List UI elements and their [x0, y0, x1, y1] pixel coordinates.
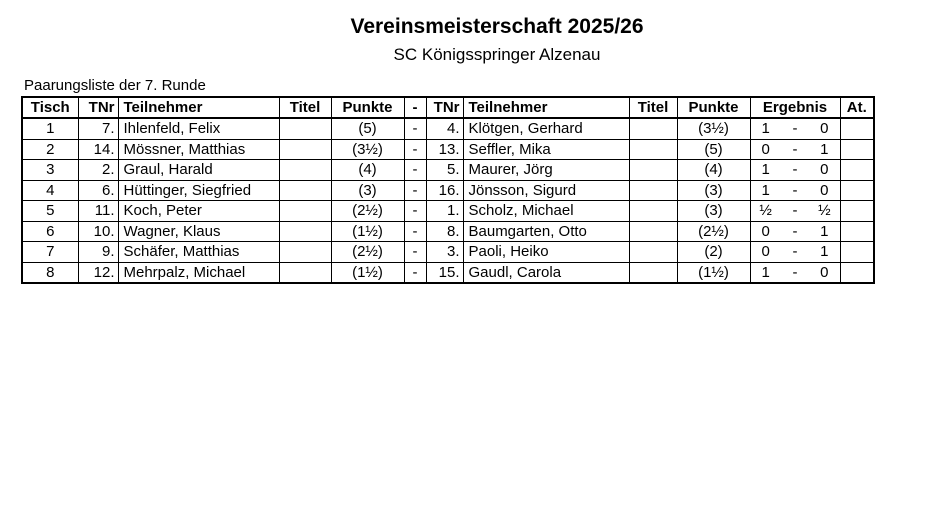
cell-punkte2: (3½) [677, 118, 750, 139]
cell-tisch: 3 [22, 160, 78, 181]
cell-titel2 [629, 221, 677, 242]
cell-titel2 [629, 118, 677, 139]
cell-punkte2: (1½) [677, 262, 750, 283]
result-dash: - [792, 202, 798, 219]
pairing-row [22, 118, 874, 139]
cell-punkte2: (2½) [677, 221, 750, 242]
cell-at [840, 180, 874, 201]
cell-name1: Mössner, Matthias [118, 139, 279, 160]
cell-name1: Hüttinger, Siegfried [118, 180, 279, 201]
cell-tisch: 8 [22, 262, 78, 283]
table-body [22, 118, 874, 283]
cell-sep: - [404, 262, 426, 283]
cell-titel2 [629, 139, 677, 160]
cell-punkte1: (5) [331, 118, 404, 139]
cell-punkte2: (3) [677, 180, 750, 201]
cell-ergebnis [750, 160, 840, 181]
cell-tnr2: 13. [426, 139, 463, 160]
result-black-score: 0 [820, 161, 829, 178]
cell-ergebnis [750, 118, 840, 139]
cell-titel1 [279, 180, 331, 201]
cell-tnr1: 12. [78, 262, 118, 283]
cell-punkte2: (2) [677, 242, 750, 263]
cell-name2: Jönsson, Sigurd [463, 180, 629, 201]
cell-tnr1: 7. [78, 118, 118, 139]
document-header [64, 14, 930, 65]
result-black-score: 0 [820, 181, 829, 199]
result-dash: - [792, 181, 798, 199]
column-header-ergebnis: Ergebnis [750, 97, 840, 118]
cell-name1: Wagner, Klaus [118, 221, 279, 242]
result-white-score: 1 [761, 181, 770, 199]
cell-sep: - [404, 160, 426, 181]
cell-tnr1: 11. [78, 201, 118, 222]
cell-name2: Seffler, Mika [463, 139, 629, 160]
column-header-name1: Teilnehmer [118, 97, 279, 118]
cell-at [840, 118, 874, 139]
cell-titel1 [279, 160, 331, 181]
cell-at [840, 139, 874, 160]
table-header-row [22, 97, 874, 118]
page-subtitle: SC Königsspringer Alzenau [393, 45, 601, 64]
result-black-score: ½ [818, 202, 831, 219]
cell-name2: Gaudl, Carola [463, 262, 629, 283]
pairing-row [22, 160, 874, 181]
round-caption: Paarungsliste der 7. Runde [24, 77, 206, 94]
result-dash: - [792, 161, 798, 178]
cell-sep: - [404, 118, 426, 139]
column-header-punkte1: Punkte [331, 97, 404, 118]
pairing-row [22, 180, 874, 201]
result-black-score: 0 [820, 120, 829, 137]
result-dash: - [792, 222, 798, 240]
cell-sep: - [404, 180, 426, 201]
cell-tnr2: 15. [426, 262, 463, 283]
pairing-table [21, 96, 875, 284]
cell-ergebnis [750, 180, 840, 201]
cell-tisch: 1 [22, 118, 78, 139]
column-header-tisch: Tisch [22, 97, 78, 118]
cell-at [840, 221, 874, 242]
pairing-row [22, 221, 874, 242]
cell-tisch: 4 [22, 180, 78, 201]
column-header-tnr1: TNr [78, 97, 118, 118]
result-dash: - [792, 243, 798, 260]
cell-at [840, 201, 874, 222]
result-dash: - [792, 140, 798, 158]
result-black-score: 1 [820, 140, 829, 158]
result-dash: - [792, 120, 798, 137]
cell-titel1 [279, 221, 331, 242]
cell-sep: - [404, 201, 426, 222]
column-header-at: At. [840, 97, 874, 118]
column-header-name2: Teilnehmer [463, 97, 629, 118]
cell-name1: Koch, Peter [118, 201, 279, 222]
column-header-titel2: Titel [629, 97, 677, 118]
cell-name2: Maurer, Jörg [463, 160, 629, 181]
cell-name1: Graul, Harald [118, 160, 279, 181]
cell-tnr2: 3. [426, 242, 463, 263]
cell-tnr2: 8. [426, 221, 463, 242]
cell-tnr1: 2. [78, 160, 118, 181]
cell-titel2 [629, 242, 677, 263]
pairing-row [22, 262, 874, 283]
cell-name1: Ihlenfeld, Felix [118, 118, 279, 139]
column-header-tnr2: TNr [426, 97, 463, 118]
column-header-titel1: Titel [279, 97, 331, 118]
cell-at [840, 242, 874, 263]
cell-ergebnis [750, 139, 840, 160]
cell-name1: Mehrpalz, Michael [118, 262, 279, 283]
cell-name2: Klötgen, Gerhard [463, 118, 629, 139]
cell-tnr1: 9. [78, 242, 118, 263]
cell-tnr2: 4. [426, 118, 463, 139]
cell-tisch: 6 [22, 221, 78, 242]
cell-tnr1: 10. [78, 221, 118, 242]
cell-at [840, 262, 874, 283]
cell-sep: - [404, 139, 426, 160]
cell-punkte1: (1½) [331, 262, 404, 283]
cell-sep: - [404, 242, 426, 263]
cell-titel1 [279, 201, 331, 222]
result-dash: - [792, 263, 798, 281]
column-header-sep: - [404, 97, 426, 118]
cell-ergebnis [750, 221, 840, 242]
cell-punkte1: (3) [331, 180, 404, 201]
result-black-score: 0 [820, 263, 829, 281]
pairing-row [22, 201, 874, 222]
result-black-score: 1 [820, 243, 829, 260]
page-title: Vereinsmeisterschaft 2025/26 [350, 15, 644, 38]
cell-punkte1: (3½) [331, 139, 404, 160]
cell-tisch: 5 [22, 201, 78, 222]
cell-punkte2: (4) [677, 160, 750, 181]
result-white-score: ½ [759, 202, 772, 219]
cell-punkte1: (2½) [331, 242, 404, 263]
cell-titel1 [279, 118, 331, 139]
cell-titel1 [279, 262, 331, 283]
result-white-score: 1 [761, 161, 770, 178]
cell-tisch: 7 [22, 242, 78, 263]
cell-titel1 [279, 139, 331, 160]
cell-tisch: 2 [22, 139, 78, 160]
cell-punkte1: (1½) [331, 221, 404, 242]
result-white-score: 1 [761, 263, 770, 281]
cell-tnr2: 16. [426, 180, 463, 201]
cell-ergebnis [750, 262, 840, 283]
cell-titel2 [629, 180, 677, 201]
cell-name2: Paoli, Heiko [463, 242, 629, 263]
cell-name2: Baumgarten, Otto [463, 221, 629, 242]
cell-tnr1: 6. [78, 180, 118, 201]
cell-titel2 [629, 201, 677, 222]
pairing-row [22, 242, 874, 263]
cell-punkte1: (2½) [331, 201, 404, 222]
cell-titel2 [629, 262, 677, 283]
result-white-score: 0 [761, 222, 770, 240]
column-header-punkte2: Punkte [677, 97, 750, 118]
cell-at [840, 160, 874, 181]
cell-tnr2: 5. [426, 160, 463, 181]
cell-ergebnis [750, 201, 840, 222]
cell-sep: - [404, 221, 426, 242]
cell-name2: Scholz, Michael [463, 201, 629, 222]
cell-punkte1: (4) [331, 160, 404, 181]
cell-titel2 [629, 160, 677, 181]
result-white-score: 0 [761, 243, 770, 260]
cell-tnr1: 14. [78, 139, 118, 160]
cell-name1: Schäfer, Matthias [118, 242, 279, 263]
result-black-score: 1 [820, 222, 829, 240]
cell-titel1 [279, 242, 331, 263]
cell-punkte2: (3) [677, 201, 750, 222]
cell-punkte2: (5) [677, 139, 750, 160]
result-white-score: 0 [761, 140, 770, 158]
pairing-row [22, 139, 874, 160]
result-white-score: 1 [761, 120, 770, 137]
cell-tnr2: 1. [426, 201, 463, 222]
cell-ergebnis [750, 242, 840, 263]
